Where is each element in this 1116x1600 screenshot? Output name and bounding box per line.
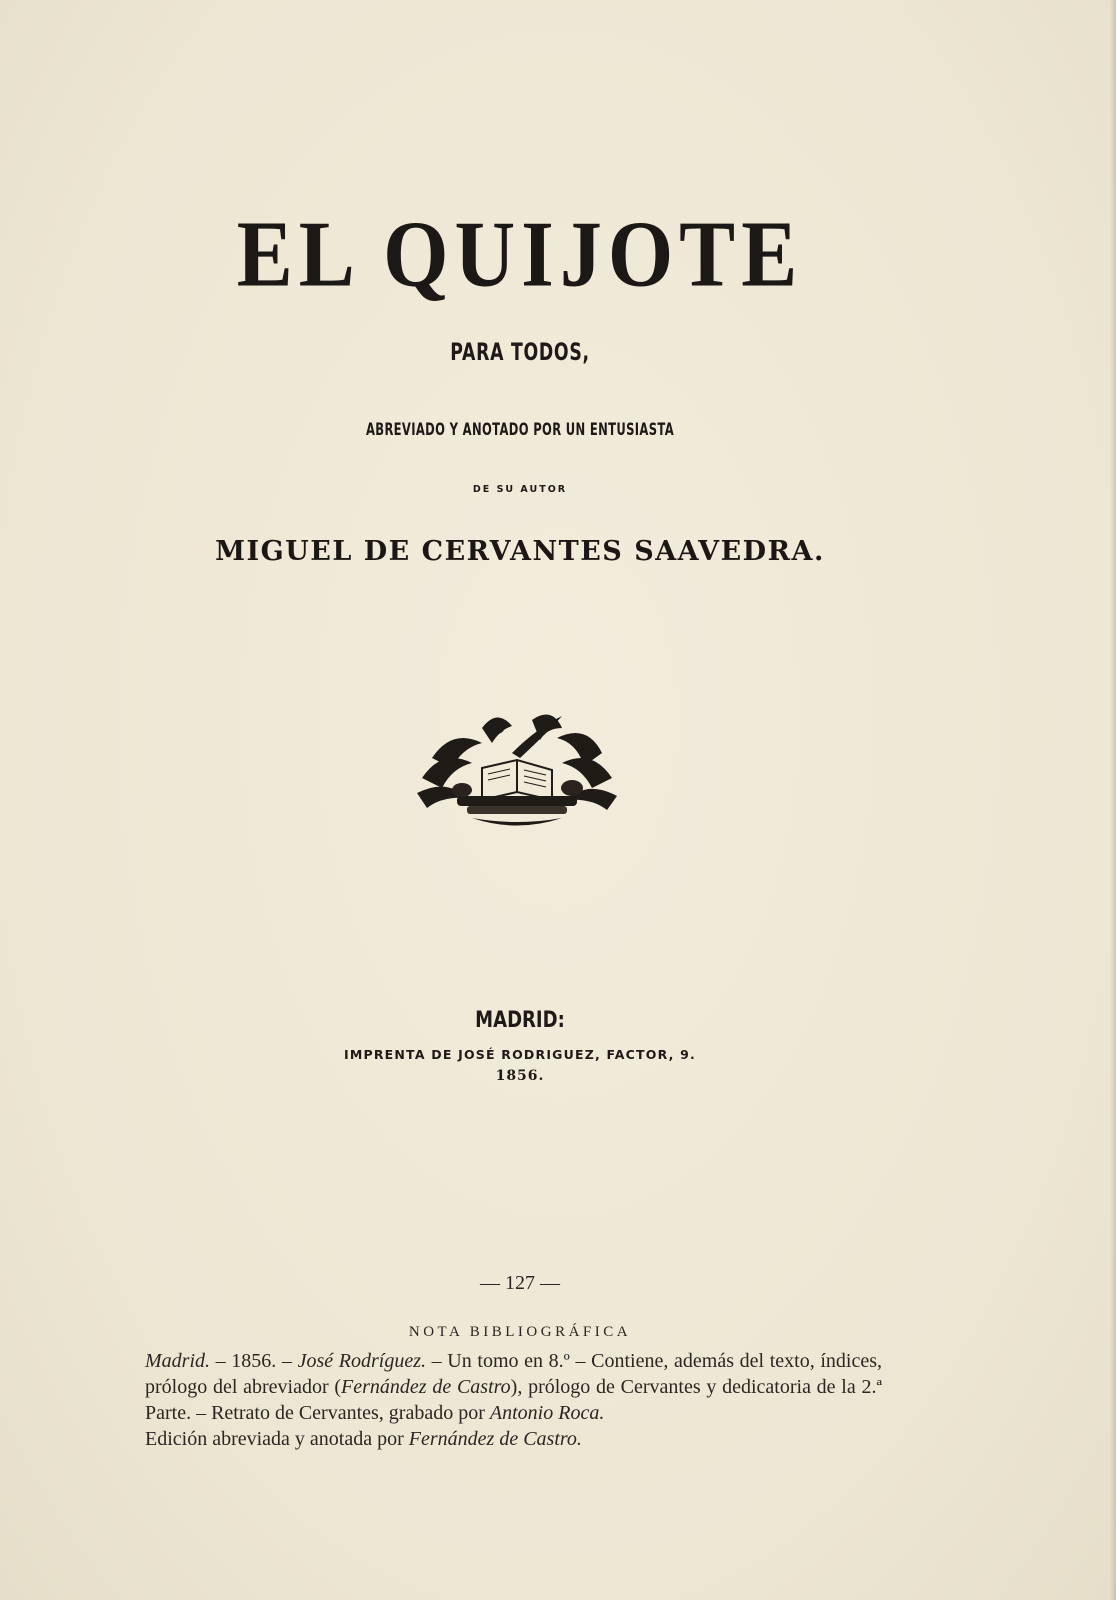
note-edition-line xyxy=(145,1426,882,1452)
bibliographic-note xyxy=(145,1348,882,1452)
book-title: EL QUIJOTE xyxy=(236,202,804,307)
note-date: – 1856. – xyxy=(210,1350,298,1372)
de-su-autor-line: DE SU AUTOR xyxy=(472,484,568,495)
imprint-printer: IMPRENTA DE JOSÉ RODRIGUEZ, FACTOR, 9. xyxy=(343,1047,697,1062)
note-engraver: Antonio Roca. xyxy=(489,1402,605,1424)
note-city: Madrid. xyxy=(145,1350,210,1372)
page-edge-shadow xyxy=(1110,0,1116,1600)
book-subtitle: PARA TODOS, xyxy=(450,338,590,366)
page-number: — 127 — xyxy=(480,1272,560,1294)
note-printer: José Rodríguez. xyxy=(297,1350,426,1372)
imprint-year: 1856. xyxy=(495,1068,545,1084)
note-description-cont: ), prólogo de Cervantes y dedicatoria de la 2.ª Parte. – Retrato de Cervantes, grabado por xyxy=(145,1376,882,1424)
imprint-city: MADRID: xyxy=(475,1008,565,1033)
note-abridger: Fernández de Castro xyxy=(341,1376,511,1398)
author-name: MIGUEL DE CERVANTES SAAVEDRA. xyxy=(215,536,825,567)
note-description: – Un tomo en 8.º – Contiene, además del texto, índices, prólogo del abreviador ( xyxy=(145,1350,882,1398)
printer-vignette-ornament xyxy=(412,708,622,828)
note-edition-author: Fernández de Castro. xyxy=(408,1428,582,1450)
abridged-line: ABREVIADO Y ANOTADO POR UN ENTUSIASTA xyxy=(366,420,674,440)
note-title: NOTA BIBLIOGRÁFICA xyxy=(408,1324,632,1340)
note-edition-text: Edición abreviada y anotada por xyxy=(145,1428,409,1450)
note-paragraph xyxy=(145,1348,882,1426)
